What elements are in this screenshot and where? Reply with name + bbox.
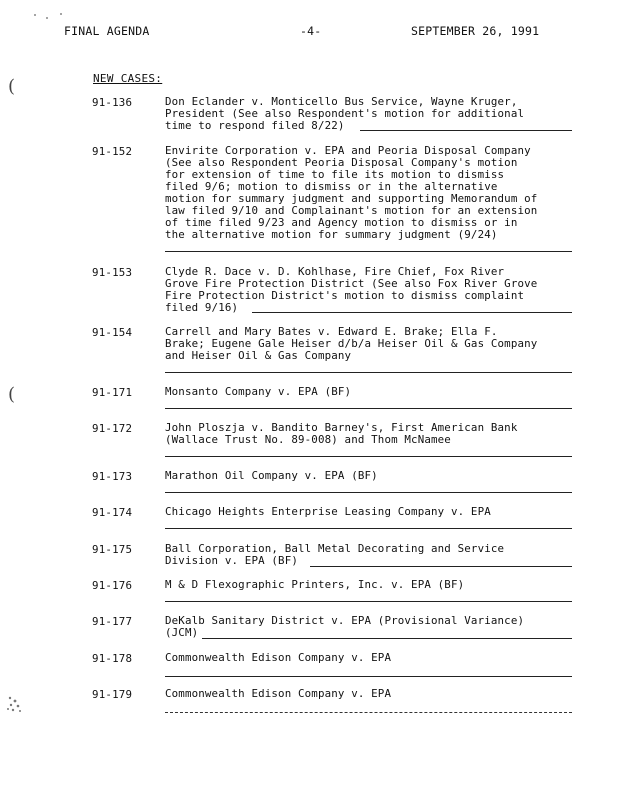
case-line: Carrell and Mary Bates v. Edward E. Brake; Ella F. bbox=[165, 325, 498, 338]
case-line: Fire Protection District's motion to dismiss complaint bbox=[165, 289, 525, 302]
case-line: Commonwealth Edison Company v. EPA bbox=[165, 687, 392, 700]
case-line: Division v. EPA (BF) bbox=[165, 554, 299, 567]
case-line: for extension of time to file its motion to dismiss bbox=[165, 168, 505, 181]
case-number: 91-178 bbox=[92, 652, 133, 665]
case-line: President (See also Respondent's motion for additional bbox=[165, 107, 525, 120]
signature-line bbox=[165, 251, 572, 252]
case-number: 91-173 bbox=[92, 470, 133, 483]
signature-line bbox=[165, 601, 572, 602]
signature-line bbox=[165, 492, 572, 493]
section-title: NEW CASES: bbox=[93, 72, 163, 85]
scan-speck bbox=[46, 17, 48, 19]
case-line: (Wallace Trust No. 89-008) and Thom McNamee bbox=[165, 433, 451, 446]
case-line: John Ploszja v. Bandito Barney's, First American Bank bbox=[165, 421, 518, 434]
case-line: of time filed 9/23 and Agency motion to dismiss or in bbox=[165, 216, 518, 229]
case-number: 91-179 bbox=[92, 688, 133, 701]
case-number: 91-152 bbox=[92, 145, 133, 158]
case-description bbox=[165, 688, 575, 700]
case-line: Envirite Corporation v. EPA and Peoria Disposal Company bbox=[165, 144, 531, 157]
case-line: Chicago Heights Enterprise Leasing Company v. EPA bbox=[165, 505, 491, 518]
case-line: Commonwealth Edison Company v. EPA bbox=[165, 651, 392, 664]
case-description bbox=[165, 326, 575, 362]
page-number: -4- bbox=[300, 24, 322, 38]
case-line: Clyde R. Dace v. D. Kohlhase, Fire Chief, Fox River bbox=[165, 265, 505, 278]
case-line: (JCM) bbox=[165, 626, 199, 639]
case-number: 91-153 bbox=[92, 266, 133, 279]
signature-line bbox=[165, 676, 572, 677]
case-description bbox=[165, 652, 575, 664]
case-line: Grove Fire Protection District (See also Fox River Grove bbox=[165, 277, 538, 290]
case-line: M & D Flexographic Printers, Inc. v. EPA (BF) bbox=[165, 578, 465, 591]
case-line: the alternative motion for summary judgment (9/24) bbox=[165, 228, 498, 241]
scan-speck bbox=[34, 14, 36, 16]
header-title: FINAL AGENDA bbox=[64, 24, 150, 38]
case-line: (See also Respondent Peoria Disposal Company's motion bbox=[165, 156, 518, 169]
signature-line bbox=[252, 312, 572, 313]
case-number: 91-177 bbox=[92, 615, 133, 628]
case-line: Monsanto Company v. EPA (BF) bbox=[165, 385, 352, 398]
case-line: law filed 9/10 and Complainant's motion for an extension bbox=[165, 204, 538, 217]
case-description bbox=[165, 266, 575, 314]
case-number: 91-136 bbox=[92, 96, 133, 109]
case-line: and Heiser Oil & Gas Company bbox=[165, 349, 352, 362]
case-number: 91-154 bbox=[92, 326, 133, 339]
case-line: DeKalb Sanitary District v. EPA (Provisional Variance) bbox=[165, 614, 525, 627]
case-number: 91-176 bbox=[92, 579, 133, 592]
scan-speck bbox=[60, 13, 62, 15]
signature-line bbox=[165, 528, 572, 529]
case-number: 91-172 bbox=[92, 422, 133, 435]
binder-hole-mark-icon: ( bbox=[8, 76, 16, 97]
case-line: Don Eclander v. Monticello Bus Service, Wayne Kruger, bbox=[165, 95, 518, 108]
case-line: Brake; Eugene Gale Heiser d/b/a Heiser Oil & Gas Company bbox=[165, 337, 538, 350]
scan-speckle-icon bbox=[4, 694, 28, 716]
case-description bbox=[165, 422, 575, 446]
signature-line bbox=[165, 372, 572, 373]
case-description bbox=[165, 579, 575, 591]
case-number: 91-174 bbox=[92, 506, 133, 519]
binder-hole-mark-icon: ( bbox=[8, 384, 16, 405]
header-date: SEPTEMBER 26, 1991 bbox=[411, 24, 540, 38]
case-description bbox=[165, 145, 575, 241]
case-line: Marathon Oil Company v. EPA (BF) bbox=[165, 469, 378, 482]
case-number: 91-171 bbox=[92, 386, 133, 399]
signature-line bbox=[165, 408, 572, 409]
case-description bbox=[165, 506, 575, 518]
signature-line bbox=[360, 130, 572, 131]
signature-line bbox=[310, 566, 572, 567]
case-description bbox=[165, 470, 575, 482]
case-number: 91-175 bbox=[92, 543, 133, 556]
case-description bbox=[165, 615, 575, 639]
case-description bbox=[165, 96, 575, 132]
case-description bbox=[165, 386, 575, 398]
case-line: filed 9/6; motion to dismiss or in the alternative bbox=[165, 180, 498, 193]
case-line: motion for summary judgment and supporting Memorandum of bbox=[165, 192, 538, 205]
signature-line bbox=[202, 638, 572, 639]
case-line: filed 9/16) bbox=[165, 301, 239, 314]
signature-line bbox=[165, 712, 572, 713]
case-line: Ball Corporation, Ball Metal Decorating and Service bbox=[165, 542, 505, 555]
case-description bbox=[165, 543, 575, 567]
signature-line bbox=[165, 456, 572, 457]
case-line: time to respond filed 8/22) bbox=[165, 119, 345, 132]
